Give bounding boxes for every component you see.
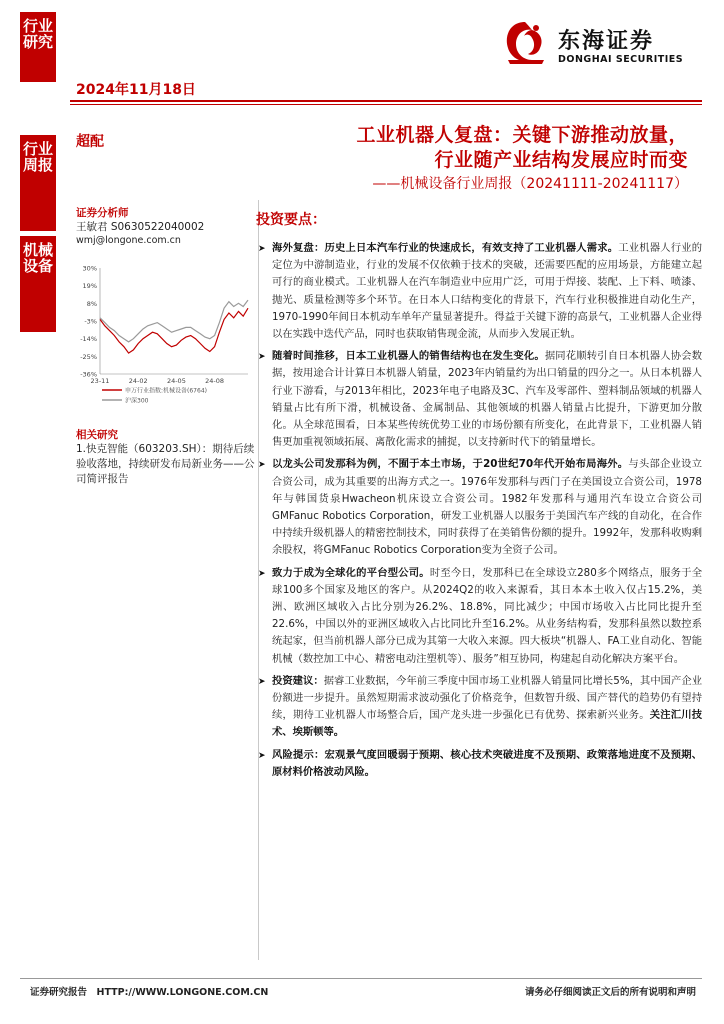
bullet-icon: ➤ xyxy=(258,750,266,761)
logo-name-cn: 东海证券 xyxy=(558,29,655,54)
legend-label: 沪深300 xyxy=(125,397,149,405)
key-point xyxy=(256,456,702,559)
analyst-name: 王敏君 S0630522040002 xyxy=(76,221,205,233)
side-tag-text: 研究 xyxy=(22,33,53,51)
y-tick-label: 8% xyxy=(86,299,97,308)
y-tick-label: -14% xyxy=(80,335,97,344)
footer-left[interactable]: 证券研究报告 HTTP://WWW.LONGONE.COM.CN xyxy=(30,987,269,998)
key-point-heading: 海外复盘：历史上日本汽车行业的快速成长，有效支持了工业机器人需求。 xyxy=(272,242,619,254)
series-line-csi300 xyxy=(100,300,248,342)
key-point-heading: 风险提示：宏观景气度回暖弱于预期、核心技术突破进度不及预期、政策落地进度不及预期、原材料价格波动风险。 xyxy=(272,748,702,778)
footer-right: 请务必仔细阅读正文后的所有说明和声明 xyxy=(524,987,696,998)
key-point-heading: 致力于成为全球化的平台型公司。 xyxy=(272,566,430,579)
key-point-body: 据睿工业数据，今年前三季度中国市场工业机器人销量同比增长5%，其中国产企业份额进一步提升。虽然短期需求波动强化了价格竞争，但数智升级、国产替代的趋势仍有望持续，期待工业机器人市场整合后，国产龙头进一步强化已有优势、探索新兴业务。 xyxy=(272,674,703,722)
related-research-text[interactable]: 1.快克智能（603203.SH）：期待后续验收落地，持续研发布局新业务——公司简评报告 xyxy=(76,443,255,485)
x-tick-label: 23-11 xyxy=(90,377,110,385)
dragon-logo-icon xyxy=(496,16,554,74)
header-divider xyxy=(70,100,702,102)
key-point-body: 时至今日，发那科已在全球设立280多个网络点，服务于全球100多个国家及地区的客户。从2024Q2的收入来源看，其日本本土收入仅占15.2%，美洲、欧洲区域收入占比分别为26.2%、18.8%，同比减少；中国市场收入占比同比提升至22.6%，中国以外的亚洲区域收入占比同比升至16.2%。从业务结构看，发那科虽然以数控系统起家，但当前机器人部分已成为其第一大收入来源。四大板块“机器人、FA工业自动化、智能机械（数控加工中心、精密电动注塑机等）、服务”相互协同，构建起自动化解决方案平台。 xyxy=(272,566,703,665)
analyst-block xyxy=(76,206,256,248)
analyst-email[interactable]: wmj@longone.com.cn xyxy=(76,235,181,246)
x-tick-label: 24-05 xyxy=(166,377,186,385)
side-tag-text: 周报 xyxy=(22,156,53,174)
side-tag-text: 设备 xyxy=(22,257,53,275)
key-point-heading: 以龙头公司发那科为例，不囿于本土市场，于20世纪70年代开始布局海外。 xyxy=(272,458,629,471)
y-tick-label: 30% xyxy=(82,264,97,273)
bullet-icon: ➤ xyxy=(258,676,266,687)
bullet-icon: ➤ xyxy=(258,460,266,471)
footer-divider xyxy=(20,978,702,979)
related-research-label: 相关研究 xyxy=(76,429,118,441)
key-point-body: 工业机器人行业的定位为中游制造业，行业的发展不仅依赖于技术的突破，还需要匹配的应用场景，方能建立起可行的商业模式。工业机器人在汽车制造业中应用广泛，可用于焊接、装配、上下料、喷漆、抛光、质量检测等多个环节。在日本人口结构变化的背景下，汽车行业积极推进自动化生产，1970-1990年间日本机动车单年产量显著提升。得益于关键下游的高景气，工业机器人企业得以在实践中迭代产品，同时也获取销售现金流，从而步入发展正轨。 xyxy=(272,242,703,341)
company-logo xyxy=(496,14,706,74)
key-points-title: 投资要点： xyxy=(256,212,326,228)
logo-name-en: DONGHAI SECURITIES xyxy=(558,54,684,65)
key-point-heading: 投资建议： xyxy=(272,674,324,687)
key-point-tail: 关注汇川技术、埃斯顿等。 xyxy=(272,709,703,739)
x-tick-label: 24-08 xyxy=(205,377,225,385)
bullet-icon: ➤ xyxy=(258,568,266,579)
header-divider-thin xyxy=(70,104,702,105)
y-tick-label: -3% xyxy=(84,317,97,326)
analyst-label: 证券分析师 xyxy=(76,207,129,219)
x-tick-label: 24-02 xyxy=(128,377,148,385)
side-tag-text: 行业 xyxy=(22,17,53,35)
rating: 超配 xyxy=(76,134,104,150)
key-point xyxy=(256,240,702,343)
performance-chart xyxy=(76,262,256,414)
side-tag-weekly xyxy=(20,135,56,231)
key-point xyxy=(256,747,702,781)
series-line-machinery-index xyxy=(100,308,248,353)
report-date: 2024年11月18日 xyxy=(76,82,196,98)
legend-label: 申万行业指数:机械设备(6764) xyxy=(125,387,207,395)
side-tag-industry-research xyxy=(20,12,56,82)
key-point-heading: 随着时间推移，日本工业机器人的销售结构也在发生变化。 xyxy=(272,350,545,363)
bullet-icon: ➤ xyxy=(258,352,266,363)
key-point xyxy=(256,673,702,742)
report-title-line2: 行业随产业结构发展应时而变 xyxy=(434,149,688,171)
key-point xyxy=(256,348,702,451)
related-research-block xyxy=(76,428,256,487)
key-points-list xyxy=(256,240,702,781)
side-tag-text: 行业 xyxy=(22,140,53,158)
bullet-icon: ➤ xyxy=(258,244,266,254)
key-point-body: 据同花顺转引自日本机器人协会数据，按用途合计计算日本机器人销量，2023年内销量约为出口销量的四分之一。从日本机器人行业下游看，与2013年相比，2023年电子电路及3C、汽车及零部件、塑料制品领域的机器人销量占比有所下滑，机械设备、金属制品、其他领域的机器人销量占比提升，下游更加分散化。从全球范围看，日本某些传统优势工业的市场份额有所变化，在此背景下，工业机器人销售更加重视领域拓展、离散化需求的捕捉，以支持新时代下的销量增长。 xyxy=(272,350,703,449)
report-subtitle: ——机械设备行业周报（20241111-20241117） xyxy=(372,176,688,192)
y-tick-label: -36% xyxy=(80,370,97,379)
y-tick-label: -25% xyxy=(80,352,97,361)
performance-chart-svg xyxy=(76,262,256,414)
side-tag-sector xyxy=(20,236,56,332)
key-point-body: 与头部企业设立合资公司，成为其重要的出海方式之一。1976年发那科与西门子在美国设立合资公司，1978年与韩国货泉Hwacheon机床设立合资公司。1982年发那科与通用汽车设立合资公司GMFanuc Robotics Corporation，研发工业机器人以服务于美国汽车产线的自动化，在合作中持续升级机器人的精密控制技术，同时获得了在美销售份额的提升。1992年，发那科收购剩余股权，将GMFanuc Robotics Corporation变为全资子公司。 xyxy=(272,458,702,557)
report-title-line1: 工业机器人复盘：关键下游推动放量， xyxy=(356,124,688,146)
key-point xyxy=(256,565,702,668)
side-tag-text: 机械 xyxy=(22,241,53,259)
y-tick-label: 19% xyxy=(82,282,97,291)
